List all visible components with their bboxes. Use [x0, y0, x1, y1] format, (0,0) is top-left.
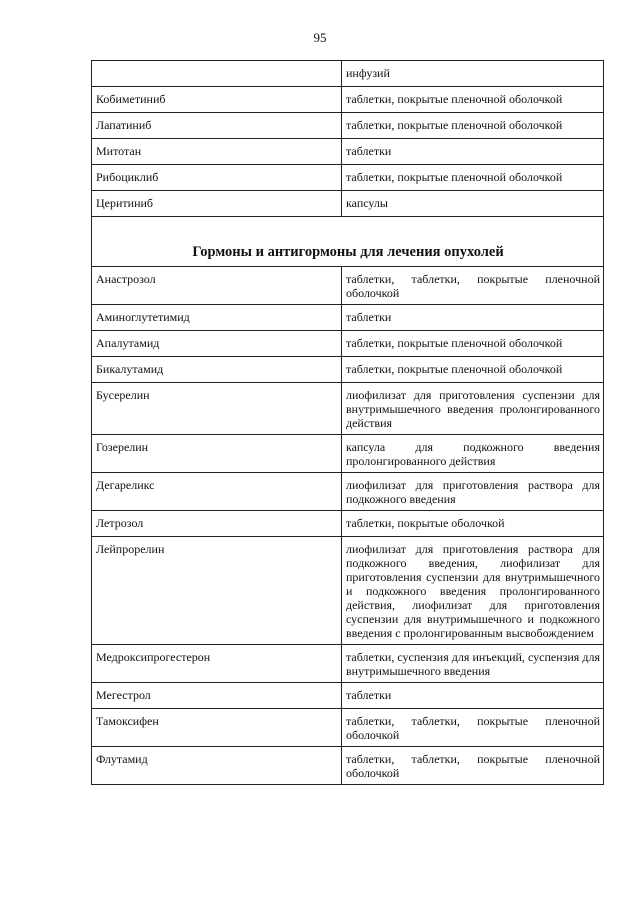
dosage-form-cell: капсула для подкожного введения пролонгированного действия	[342, 435, 604, 473]
table-row	[92, 331, 604, 357]
drug-name-cell: Лапатиниб	[92, 113, 342, 139]
drug-name-cell: Апалутамид	[92, 331, 342, 357]
drug-name-cell: Кобиметиниб	[92, 87, 342, 113]
table-row	[92, 87, 604, 113]
table-row	[92, 683, 604, 709]
drug-name-cell: Гозерелин	[92, 435, 342, 473]
dosage-form-cell: таблетки, таблетки, покрытые пленочной оболочкой	[342, 709, 604, 747]
table-row	[92, 191, 604, 217]
dosage-form-cell: таблетки, покрытые оболочкой	[342, 511, 604, 537]
drug-name-cell: Тамоксифен	[92, 709, 342, 747]
drug-table	[91, 60, 604, 785]
drug-name-cell: Бикалутамид	[92, 357, 342, 383]
drug-name-cell: Флутамид	[92, 747, 342, 785]
section-heading: Гормоны и антигормоны для лечения опухолей	[92, 217, 604, 267]
page-number: 95	[313, 30, 327, 45]
table-row	[92, 113, 604, 139]
table-row	[92, 511, 604, 537]
table-row	[92, 435, 604, 473]
dosage-form-cell: лиофилизат для приготовления раствора для подкожного введения, лиофилизат для приготовления суспензии для внутримышечного и подкожного введения пролонгированного действия, лиофилизат для приготовления суспензии для внутримышечного и подкожного введения с пролонгированным высвобождением	[342, 537, 604, 645]
drug-name-cell: Лейпрорелин	[92, 537, 342, 645]
drug-name-cell: Анастрозол	[92, 267, 342, 305]
table-row	[92, 357, 604, 383]
dosage-form-cell: таблетки	[342, 305, 604, 331]
table-row	[92, 709, 604, 747]
drug-name-cell: Церитиниб	[92, 191, 342, 217]
table-row	[92, 139, 604, 165]
dosage-form-cell: таблетки, покрытые пленочной оболочкой	[342, 113, 604, 139]
table-row	[92, 383, 604, 435]
drug-name-cell: Бусерелин	[92, 383, 342, 435]
dosage-form-cell: таблетки, таблетки, покрытые пленочной оболочкой	[342, 747, 604, 785]
dosage-form-cell: таблетки, покрытые пленочной оболочкой	[342, 165, 604, 191]
dosage-form-cell: таблетки	[342, 683, 604, 709]
dosage-form-cell: капсулы	[342, 191, 604, 217]
dosage-form-cell: таблетки, таблетки, покрытые пленочной оболочкой	[342, 267, 604, 305]
table-row	[92, 165, 604, 191]
drug-name-cell: Летрозол	[92, 511, 342, 537]
dosage-form-cell: таблетки, покрытые пленочной оболочкой	[342, 357, 604, 383]
drug-name-cell: Аминоглутетимид	[92, 305, 342, 331]
drug-name-cell: Дегареликс	[92, 473, 342, 511]
table-row	[92, 747, 604, 785]
table-row	[92, 267, 604, 305]
drug-name-cell	[92, 61, 342, 87]
dosage-form-cell: инфузий	[342, 61, 604, 87]
section-heading-row	[92, 217, 604, 267]
dosage-form-cell: таблетки, покрытые пленочной оболочкой	[342, 331, 604, 357]
drug-name-cell: Медроксипрогестерон	[92, 645, 342, 683]
table-row	[92, 61, 604, 87]
drug-name-cell: Рибоциклиб	[92, 165, 342, 191]
table-row	[92, 305, 604, 331]
drug-name-cell: Мегестрол	[92, 683, 342, 709]
table-row	[92, 537, 604, 645]
table-row	[92, 645, 604, 683]
dosage-form-cell: таблетки	[342, 139, 604, 165]
drug-name-cell: Митотан	[92, 139, 342, 165]
dosage-form-cell: лиофилизат для приготовления суспензии для внутримышечного введения пролонгированного действия	[342, 383, 604, 435]
dosage-form-cell: лиофилизат для приготовления раствора для подкожного введения	[342, 473, 604, 511]
dosage-form-cell: таблетки, суспензия для инъекций, суспензия для внутримышечного введения	[342, 645, 604, 683]
table-row	[92, 473, 604, 511]
dosage-form-cell: таблетки, покрытые пленочной оболочкой	[342, 87, 604, 113]
